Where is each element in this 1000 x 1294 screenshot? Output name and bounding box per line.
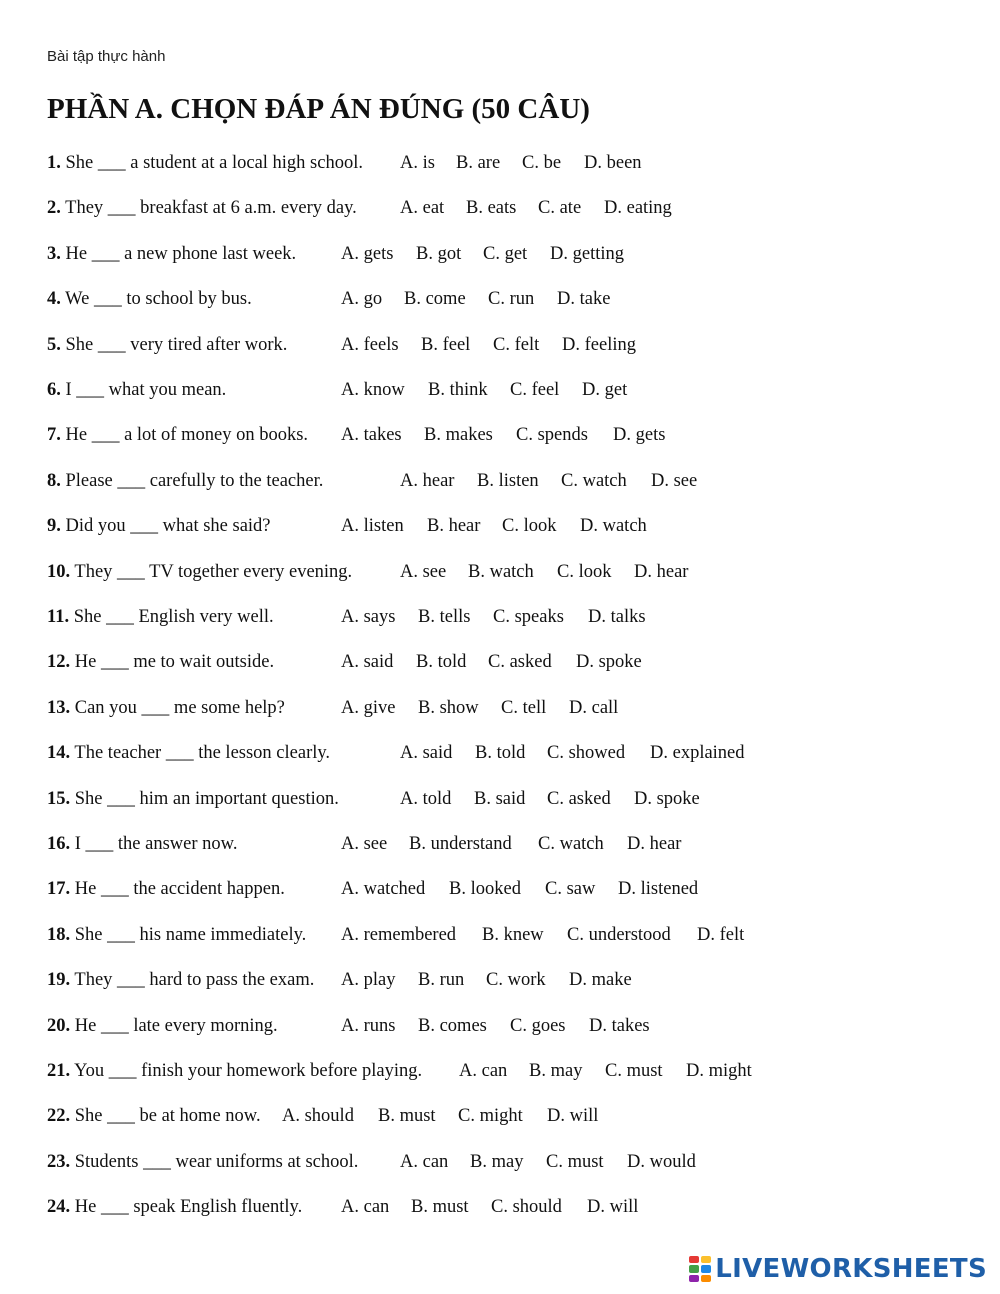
answer-option[interactable]: C. understood [567,924,671,945]
answer-option[interactable]: C. ate [538,198,582,219]
question-item [47,242,947,266]
answer-option[interactable]: D. gets [613,425,666,446]
answer-option[interactable]: A. know [341,380,405,400]
question-number: 22. [47,1106,71,1127]
answer-option[interactable]: A. should [282,1106,354,1127]
answer-option[interactable]: D. make [569,970,632,991]
question-text: They ___ breakfast at 6 a.m. every day. [60,198,357,219]
answer-option[interactable]: D. see [651,470,698,491]
answer-option[interactable]: B. hear [427,516,481,537]
answer-option[interactable]: C. showed [547,743,626,764]
answer-option[interactable]: D. listened [618,879,699,900]
question-text: The teacher ___ the lesson clearly. [70,743,331,764]
answer-option[interactable]: B. makes [424,425,493,446]
answer-option[interactable]: B. said [474,788,526,809]
question-number: 9. [47,516,61,537]
answer-option[interactable]: C. asked [488,652,552,673]
answer-option[interactable]: D. might [686,1061,752,1081]
answer-option[interactable]: C. should [491,1197,562,1218]
question-text: She ___ a student at a local high school. [60,153,363,173]
answer-option[interactable]: A. can [459,1061,508,1081]
question-item [47,923,947,947]
question-text: Students ___ wear uniforms at school. [70,1151,359,1172]
answer-option[interactable]: C. speaks [493,607,564,627]
question-number: 13. [47,697,71,718]
question-item [47,287,947,311]
answer-option[interactable]: D. eating [604,198,672,219]
answer-option[interactable]: B. knew [482,924,544,945]
answer-option[interactable]: B. listen [477,470,539,491]
answer-option[interactable]: B. understand [409,834,512,854]
liveworksheets-logo [689,1252,987,1286]
answer-option[interactable]: A. told [400,788,452,809]
answer-option[interactable]: A. says [341,607,396,627]
answer-option[interactable]: D. would [627,1151,696,1172]
question-number: 4. [47,289,61,310]
answer-option[interactable]: A. see [341,834,388,854]
logo-square [689,1275,699,1282]
section-title: PHẦN A. CHỌN ĐÁP ÁN ĐÚNG (50 CÂU) [47,93,590,125]
answer-option[interactable]: A. is [400,153,435,173]
answer-option[interactable]: D. spoke [634,788,700,809]
answer-option[interactable]: B. watch [468,561,534,582]
question-text: He ___ late every morning. [70,1015,278,1036]
answer-option[interactable]: B. told [416,652,467,673]
answer-option[interactable]: D. call [569,697,619,718]
question-number: 20. [47,1015,71,1036]
answer-option[interactable]: B. may [529,1061,583,1081]
question-text: Did you ___ what she said? [60,516,271,537]
answer-option[interactable]: D. feeling [562,334,636,355]
logo-text: LIVEWORKSHEETS [715,1254,987,1284]
question-item [47,832,947,856]
question-item [47,787,947,811]
logo-square [701,1256,711,1263]
question-item [47,378,947,402]
question-item [47,196,947,220]
answer-option[interactable]: D. getting [550,243,624,264]
question-text: She ___ English very well. [69,607,274,627]
answer-option[interactable]: C. must [546,1151,604,1172]
logo-square [701,1275,711,1282]
answer-option[interactable]: A. said [400,743,453,764]
question-text: He ___ me to wait outside. [70,652,275,673]
answer-option[interactable]: D. will [587,1197,639,1218]
answer-option[interactable]: D. hear [634,561,689,582]
question-item [47,1195,947,1219]
question-item [47,605,947,629]
answer-option[interactable]: A. listen [341,516,404,537]
question-number: 10. [47,561,71,582]
answer-option[interactable]: C. saw [545,879,596,900]
question-item [47,1014,947,1038]
question-text: He ___ speak English fluently. [70,1197,303,1218]
answer-option[interactable]: C. run [488,289,535,310]
answer-option[interactable]: C. look [557,561,612,582]
answer-option[interactable]: D. watch [580,516,647,537]
answer-option[interactable]: D. will [547,1106,599,1127]
question-text: He ___ a new phone last week. [60,243,297,264]
question-item [47,151,947,175]
question-text: You ___ finish your homework before playing. [70,1061,423,1081]
answer-option[interactable]: D. been [584,153,642,173]
answer-option[interactable]: B. eats [466,198,517,219]
question-number: 12. [47,652,71,673]
answer-option[interactable]: D. takes [589,1015,650,1036]
question-text: I ___ the answer now. [70,834,238,854]
question-item [47,560,947,584]
question-item [47,469,947,493]
question-number: 14. [47,743,71,764]
question-text: He ___ a lot of money on books. [60,425,309,446]
answer-option[interactable]: A. eat [400,198,445,219]
question-number: 17. [47,879,71,900]
question-text: They ___ TV together every evening. [70,561,353,582]
question-number: 8. [47,470,61,491]
question-number: 11. [47,607,70,627]
question-text: She ___ him an important question. [70,788,339,809]
answer-option[interactable]: C. tell [501,697,547,718]
answer-option[interactable]: C. might [458,1106,523,1127]
answer-option[interactable]: D. spoke [576,652,642,673]
question-number: 6. [47,380,61,400]
answer-option[interactable]: B. feel [421,334,471,355]
question-text: They ___ hard to pass the exam. [70,970,315,991]
answer-option[interactable]: B. must [378,1106,436,1127]
answer-option[interactable]: D. felt [697,924,745,945]
answer-option[interactable]: C. get [483,243,528,264]
logo-square [689,1256,699,1263]
question-item [47,877,947,901]
question-item [47,514,947,538]
question-number: 1. [47,153,61,173]
page-header: Bài tập thực hành [47,48,166,65]
question-text: She ___ his name immediately. [70,924,307,945]
question-text: Please ___ carefully to the teacher. [60,470,324,491]
answer-option[interactable]: C. work [486,970,546,991]
question-text: We ___ to school by bus. [60,289,252,310]
logo-square [689,1265,699,1272]
answer-option[interactable]: B. come [404,289,466,310]
answer-option[interactable]: C. must [605,1061,663,1081]
answer-option[interactable]: A. see [400,561,447,582]
question-item [47,1059,947,1083]
answer-option[interactable]: A. gets [341,243,394,264]
answer-option[interactable]: D. hear [627,834,682,854]
question-number: 24. [47,1197,71,1218]
answer-option[interactable]: B. may [470,1151,524,1172]
question-item [47,1104,947,1128]
question-number: 15. [47,788,71,809]
answer-option[interactable]: C. watch [538,834,604,854]
answer-option[interactable]: A. can [400,1151,449,1172]
answer-option[interactable]: A. go [341,289,383,310]
question-item [47,333,947,357]
answer-option[interactable]: D. talks [588,607,646,627]
answer-option[interactable]: A. hear [400,470,455,491]
question-number: 18. [47,924,71,945]
question-number: 16. [47,834,71,854]
answer-option[interactable]: A. watched [341,879,426,900]
answer-option[interactable]: A. remembered [341,924,457,945]
answer-option[interactable]: C. goes [510,1015,566,1036]
answer-option[interactable]: A. takes [341,425,402,446]
question-text: She ___ very tired after work. [60,334,288,355]
answer-option[interactable]: A. said [341,652,394,673]
answer-option[interactable]: B. looked [449,879,521,900]
question-item [47,696,947,720]
answer-option[interactable]: A. can [341,1197,390,1218]
answer-option[interactable]: A. runs [341,1015,396,1036]
answer-option[interactable]: C. spends [516,425,588,446]
answer-option[interactable]: B. comes [418,1015,487,1036]
answer-option[interactable]: B. show [418,697,479,718]
logo-square [701,1265,711,1272]
answer-option[interactable]: C. be [522,153,562,173]
question-number: 5. [47,334,61,355]
question-number: 19. [47,970,71,991]
liveworksheets-logo-icon [689,1256,711,1282]
answer-option[interactable]: C. felt [493,334,540,355]
question-number: 2. [47,198,61,219]
question-number: 23. [47,1151,71,1172]
answer-option[interactable]: D. get [582,380,628,400]
answer-option[interactable]: D. take [557,289,611,310]
question-number: 3. [47,243,61,264]
answer-option[interactable]: A. play [341,970,396,991]
answer-option[interactable]: B. run [418,970,465,991]
question-item [47,650,947,674]
question-item [47,741,947,765]
question-text: I ___ what you mean. [60,380,227,400]
answer-option[interactable]: D. explained [650,743,745,764]
question-text: She ___ be at home now. [70,1106,261,1127]
answer-option[interactable]: A. give [341,697,396,718]
question-text: Can you ___ me some help? [70,697,285,718]
answer-option[interactable]: C. feel [510,380,560,400]
answer-option[interactable]: C. look [502,516,557,537]
question-item [47,968,947,992]
answer-option[interactable]: B. are [456,153,501,173]
question-number: 21. [47,1061,71,1081]
question-item [47,1150,947,1174]
answer-option[interactable]: C. asked [547,788,611,809]
answer-option[interactable]: B. told [475,743,526,764]
answer-option[interactable]: B. must [411,1197,469,1218]
question-item [47,423,947,447]
answer-option[interactable]: C. watch [561,470,627,491]
answer-option[interactable]: B. tells [418,607,471,627]
question-text: He ___ the accident happen. [70,879,285,900]
question-number: 7. [47,425,61,446]
answer-option[interactable]: B. think [428,380,488,400]
answer-option[interactable]: A. feels [341,334,399,355]
answer-option[interactable]: B. got [416,243,462,264]
